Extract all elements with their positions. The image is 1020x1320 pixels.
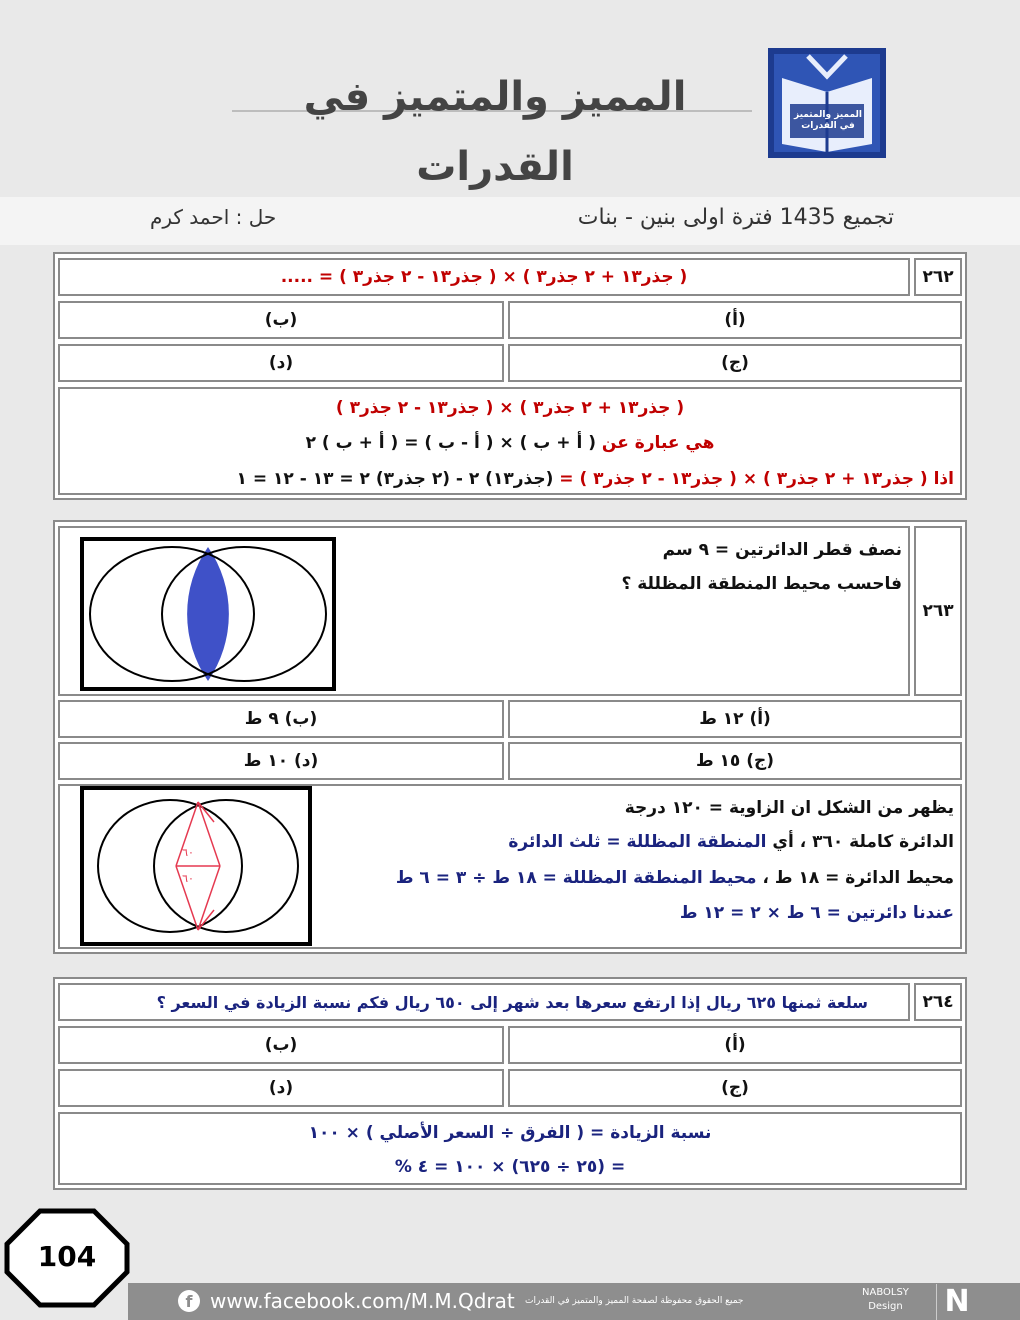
facebook-icon: f (178, 1290, 200, 1312)
q263-figure (80, 537, 336, 691)
q263-angle-lines (176, 802, 220, 930)
q262-line2-label: هي عبارة عن (601, 433, 715, 453)
q263-shaded-lens (187, 547, 229, 681)
q262-option-d[interactable]: (د) (58, 344, 504, 382)
q264-option-a[interactable]: (أ) (508, 1026, 962, 1064)
q262-number: ٢٦٢ (914, 258, 962, 296)
q263-sol-circle-right (154, 800, 298, 932)
q262-option-b[interactable]: (ب) (58, 301, 504, 339)
q263-solution-line1: يظهر من الشكل ان الزاوية = ١٢٠ درجة (624, 798, 954, 818)
q263-option-c[interactable]: (ج) ١٥ ط (508, 742, 962, 780)
q264-number: ٢٦٤ (914, 983, 962, 1021)
q262-solution-line1: ( جذر١٣ + ٢ جذر٣ ) × ( جذر١٣ - ٢ جذر٣ ) (335, 398, 685, 418)
q262-line3-result: (جذر١٣) ٢ - (٢ جذر٣) ٢ = ١٣ - ١٢ = ١ (236, 469, 554, 489)
q262-option-a[interactable]: (أ) (508, 301, 962, 339)
q262-solution-line2 (58, 433, 962, 453)
q264-solution-line2: = (٢٥ ÷ ٦٢٥) × ١٠٠ = ٤ % (394, 1157, 626, 1177)
q262-option-c[interactable]: (ج) (508, 344, 962, 382)
q262-line3-expr: ( جذر١٣ + ٢ جذر٣ ) × ( جذر١٣ - ٢ جذر٣ ) = (559, 469, 928, 489)
q264-solution-line1: نسبة الزيادة = ( الفرق ÷ السعر الأصلي ) × ١٠٠ (308, 1123, 712, 1143)
logo-caption: المميز والمتميز في القدرات (793, 110, 862, 131)
q263-solution-line2 (508, 832, 954, 852)
q263-line2-a: الدائرة كاملة ٣٦٠ ، أي (772, 832, 954, 852)
designer-name: NABOLSY (862, 1287, 909, 1298)
q263-solution-figure (80, 786, 312, 946)
q263-question-line2: فاحسب محيط المنطقة المظللة ؟ (621, 574, 902, 594)
solver-credit: حل : احمد كرم (150, 205, 277, 229)
q263-angle-label-1: ٦٠ (182, 846, 194, 859)
q263-angle-label-2: ٦٠ (182, 872, 194, 885)
q262-line2-expr: ( أ + ب ) × ( أ - ب ) = ( أ + ب ) ٢ (305, 433, 596, 453)
collection-title: تجميع 1435 فترة اولى بنين - بنات (577, 205, 894, 230)
designer-logo: N (936, 1284, 977, 1320)
q263-solution-line4: عندنا دائرتين = ٦ ط × ٢ = ١٢ ط (679, 903, 954, 923)
page-number: 104 (37, 1240, 97, 1273)
q263-question-line1: نصف قطر الدائرتين = ٩ سم (662, 540, 902, 560)
q263-option-d[interactable]: (د) ١٠ ط (58, 742, 504, 780)
banner-title: المميز والمتميز في القدرات (303, 74, 687, 190)
q264-option-b[interactable]: (ب) (58, 1026, 504, 1064)
q263-line3-a: محيط الدائرة = ١٨ ط ، (762, 868, 954, 888)
copyright-notice: جميع الحقوق محفوظة لصفحة المميز والمتميز في القدرات (525, 1296, 744, 1306)
brand-logo (768, 48, 886, 158)
q263-circle-right (162, 547, 326, 681)
q263-angle-diagram (84, 790, 308, 942)
q263-line2-b: المنطقة المظللة = ثلث الدائرة (508, 832, 767, 852)
q263-circle-left (90, 547, 254, 681)
q262-line3-label: اذا (933, 469, 954, 489)
q263-solution-line3 (396, 868, 954, 888)
q262-solution-line3 (237, 469, 954, 489)
q263-option-b[interactable]: (ب) ٩ ط (58, 700, 504, 738)
q263-line3-b: محيط المنطقة المظللة = ١٨ ط ÷ ٣ = ٦ ط (395, 868, 757, 888)
q262-question: ( جذر١٣ + ٢ جذر٣ ) × ( جذر١٣ - ٢ جذر٣ ) = ..... (58, 258, 910, 296)
q264-option-c[interactable]: (ج) (508, 1069, 962, 1107)
q263-number: ٢٦٣ (914, 526, 962, 696)
facebook-link[interactable]: www.facebook.com/M.M.Qdrat (210, 1289, 515, 1313)
q263-option-a[interactable]: (أ) ١٢ ط (508, 700, 962, 738)
q263-sol-circle-left (98, 800, 242, 932)
q264-question: سلعة ثمنها ٦٢٥ ريال إذا ارتفع سعرها بعد شهر إلى ٦٥٠ ريال فكم نسبة الزيادة في السعر ؟ (156, 993, 868, 1012)
q264-option-d[interactable]: (د) (58, 1069, 504, 1107)
designer-credit (862, 1286, 909, 1314)
q263-venn-diagram (84, 541, 332, 687)
designer-label: Design (868, 1301, 903, 1312)
